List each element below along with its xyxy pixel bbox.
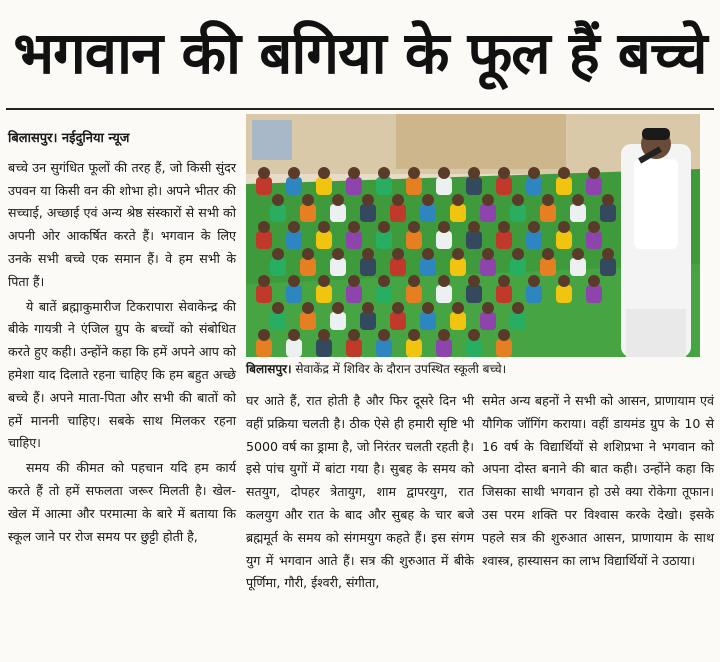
child-figure [406,339,422,357]
child-head [588,167,600,179]
photo-caption [246,360,716,378]
child-head [318,167,330,179]
child-figure [360,312,376,330]
child-head [378,221,390,233]
child-head [408,221,420,233]
child-head [392,302,404,314]
child-figure [300,204,316,222]
child-figure [330,204,346,222]
child-head [318,221,330,233]
child-figure [480,312,496,330]
child-figure [496,339,512,357]
child-figure [300,312,316,330]
child-head [332,302,344,314]
article-column-2 [246,390,474,597]
child-figure [450,312,466,330]
child-figure [420,312,436,330]
child-figure [496,231,512,249]
child-figure [256,339,272,357]
child-figure [390,258,406,276]
child-figure [270,258,286,276]
child-figure [406,231,422,249]
child-figure [346,285,362,303]
child-figure [406,177,422,195]
child-figure [270,204,286,222]
child-figure [556,177,572,195]
child-head [258,329,270,341]
child-head [288,329,300,341]
child-figure [540,204,556,222]
child-head [558,221,570,233]
child-head [512,194,524,206]
child-head [392,194,404,206]
child-head [348,167,360,179]
child-figure [376,177,392,195]
child-head [332,248,344,260]
child-figure [450,258,466,276]
child-head [482,302,494,314]
child-head [528,167,540,179]
child-head [272,194,284,206]
child-head [348,275,360,287]
child-head [302,302,314,314]
child-head [558,167,570,179]
child-head [378,167,390,179]
child-head [452,302,464,314]
child-figure [256,285,272,303]
child-head [452,248,464,260]
child-head [542,194,554,206]
child-figure [586,177,602,195]
child-head [438,167,450,179]
child-head [258,167,270,179]
child-head [468,221,480,233]
child-head [572,248,584,260]
child-head [258,275,270,287]
child-figure [480,204,496,222]
child-figure [376,285,392,303]
child-head [482,248,494,260]
child-figure [390,312,406,330]
child-figure [526,177,542,195]
child-head [318,275,330,287]
child-figure [420,204,436,222]
child-figure [526,231,542,249]
paragraph: ये बातें ब्रह्माकुमारीज टिकरापारा सेवाकेन्द्र की बीके गायत्री ने एंजिल ग्रुप के बच्चों को संबोधित करते हुए कही। उन्होंने कहा कि हमें अपने आप को हमेशा याद दिलाते रहना चाहिए कि हम बहुत अच्छे बच्चे हैं। अपने माता-पिता और सभी की बातों को हमें माननी चाहिए। सबके साथ मिलकर रहना चाहिए। [8,298,236,451]
child-figure [406,285,422,303]
child-head [528,221,540,233]
child-head [422,248,434,260]
child-head [272,302,284,314]
photo-illustration [246,114,700,357]
child-head [542,248,554,260]
child-figure [286,285,302,303]
child-figure [420,258,436,276]
child-figure [376,339,392,357]
child-head [362,194,374,206]
child-head [468,275,480,287]
child-figure [570,204,586,222]
child-figure [466,285,482,303]
child-figure [286,339,302,357]
child-head [302,194,314,206]
child-figure [586,231,602,249]
child-head [438,275,450,287]
child-figure [466,177,482,195]
child-head [498,329,510,341]
child-figure [330,258,346,276]
child-head [378,329,390,341]
child-head [498,221,510,233]
child-head [348,329,360,341]
child-figure [360,204,376,222]
child-head [258,221,270,233]
child-figure [480,258,496,276]
child-head [288,221,300,233]
child-head [362,248,374,260]
paragraph: समय की कीमत को पहचान यदि हम कार्य करते हैं तो हमें सफलता जरूर मिलती है। खेल-खेल में आत्मा और परमात्मा के बारे में बताया कि स्कूल जाने पर रोज समय पर छुट्टी होती है, [8,460,236,544]
paragraph: समेत अन्य बहनों ने सभी को आसन, प्राणायाम एवं यौगिक जॉगिंग कराया। वहीं डायमंड ग्रुप के 10 से 16 वर्ष के विद्यार्थियों से शशिप्रभा ने भगवान को अपना दोस्त बनाने की बात कही। उन्होंने कहा कि जिसका साथी भगवान हो उसे क्या रोकेगा तूफान। उस परम शक्ति पर विश्वास करके देखो। इसके पहले सत्र की शुरुआत आसन, प्राणायाम के साथ श्वास्त्र, हास्यासन का लाभ विद्यार्थियों ने उठाया। [482,393,714,568]
child-figure [390,204,406,222]
news-photo [246,114,700,357]
child-head [588,275,600,287]
child-head [438,329,450,341]
child-head [422,302,434,314]
child-head [572,194,584,206]
child-figure [286,231,302,249]
child-figure [360,258,376,276]
child-head [498,275,510,287]
child-head [272,248,284,260]
child-figure [300,258,316,276]
child-head [392,248,404,260]
child-figure [496,285,512,303]
child-figure [600,258,616,276]
child-figure [510,312,526,330]
article-column-1 [8,128,236,550]
child-head [528,275,540,287]
caption-place: बिलासपुर। [246,362,292,376]
child-figure [256,231,272,249]
child-head [378,275,390,287]
child-head [482,194,494,206]
child-head [408,329,420,341]
child-head [512,302,524,314]
child-figure [436,231,452,249]
child-figure [316,231,332,249]
child-figure [346,339,362,357]
child-figure [510,258,526,276]
child-head [348,221,360,233]
child-head [332,194,344,206]
child-head [438,221,450,233]
child-head [408,167,420,179]
child-figure [466,339,482,357]
child-head [452,194,464,206]
child-head [288,167,300,179]
dateline: बिलासपुर। नईदुनिया न्यूज [8,131,130,146]
child-head [422,194,434,206]
child-head [318,329,330,341]
child-figure [466,231,482,249]
child-figure [286,177,302,195]
child-figure [330,312,346,330]
child-figure [526,285,542,303]
child-figure [556,231,572,249]
child-figure [540,258,556,276]
child-head [288,275,300,287]
child-figure [510,204,526,222]
child-figure [316,177,332,195]
article-column-3 [482,390,714,574]
paragraph: घर आते हैं, रात होती है और फिर दूसरे दिन भी वहीं प्रक्रिया चलती है। ठीक ऐसे ही हमारी सृष्टि भी 5000 वर्ष का ड्रामा है, जो निरंतर चलती रहती है। इसे पांच युगों में बांटा गया है। सुबह के समय को सतयुग, दोपहर त्रेतायुग, शाम द्वापरयुग, रात कलयुग और रात के बाद और सुबह के चार बजे ब्रह्ममूर्त के समय को संगमयुग कहते हैं। इस संगम युग में भगवान आते हैं। सत्र की शुरुआत में बीके पूर्णिमा, गौरी, ईश्वरी, संगीता, [246,393,474,591]
child-head [588,221,600,233]
child-figure [346,177,362,195]
child-head [512,248,524,260]
child-figure [270,312,286,330]
child-head [498,167,510,179]
child-figure [376,231,392,249]
caption-text: सेवाकेंद्र में शिविर के दौरान उपस्थित स्कूली बच्चे। [291,362,507,376]
paragraph: बच्चे उन सुगंधित फूलों की तरह हैं, जो किसी सुंदर उपवन या किसी वन की शोभा हो। अपने भीतर की सच्चाई, अच्छाई एवं अन्य श्रेष्ठ संस्कारों से सभी को अपनी ओर आकर्षित करते हैं। भगवान के लिए उनके सभी बच्चे एक समान हैं। वे हम सभी के पिता हैं। [8,159,236,289]
child-head [302,248,314,260]
child-head [468,167,480,179]
child-figure [570,258,586,276]
child-figure [586,285,602,303]
child-figure [436,285,452,303]
headline: भगवान की बगिया के फूल हैं बच्चे [13,18,707,87]
child-figure [496,177,512,195]
child-head [408,275,420,287]
child-figure [316,339,332,357]
child-head [362,302,374,314]
child-figure [450,204,466,222]
child-figure [600,204,616,222]
child-head [602,194,614,206]
child-figure [316,285,332,303]
child-figure [436,339,452,357]
child-head [558,275,570,287]
child-head [602,248,614,260]
headline-rule [6,108,714,110]
child-head [468,329,480,341]
child-figure [556,285,572,303]
child-figure [346,231,362,249]
child-figure [256,177,272,195]
child-figure [436,177,452,195]
